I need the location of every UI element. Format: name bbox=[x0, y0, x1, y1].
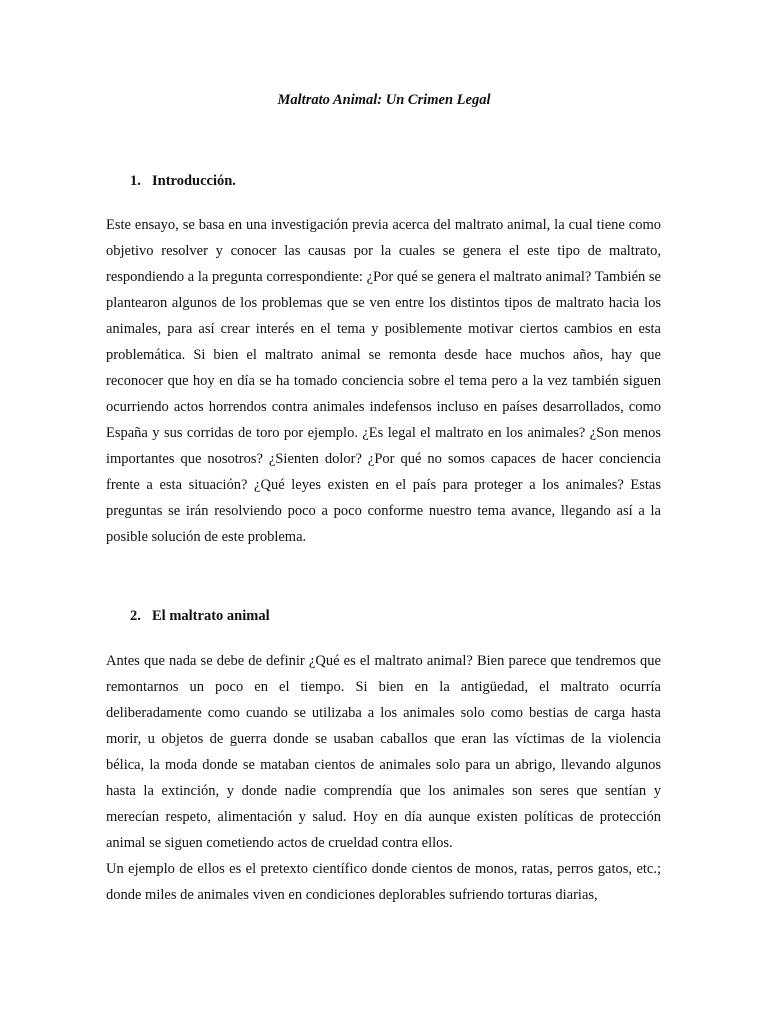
section-number: 1. bbox=[130, 173, 141, 189]
section-number: 2. bbox=[130, 608, 141, 624]
document-title: Maltrato Animal: Un Crimen Legal bbox=[277, 92, 491, 108]
paragraph-maltrato-ejemplo: Un ejemplo de ellos es el pretexto científico donde cientos de monos, ratas, perros gatos, etc.; donde miles de animales viven en condiciones deplorables sufriendo torturas diarias, bbox=[106, 861, 661, 903]
section-title: Introducción. bbox=[152, 173, 236, 189]
paragraph-maltrato-definicion: Antes que nada se debe de definir ¿Qué es el maltrato animal? Bien parece que tendremos que remontarnos un poco en el tiempo. Si bien en la antigüedad, el maltrato ocurría deliberadamente como cuando se utilizaba a los animales solo como bestias de carga hasta morir, u objetos de guerra donde se usaban caballos que eran las víctimas de la violencia bélica, la moda donde se mataban cientos de animales solo para un abrigo, llevando algunos hasta la extinción, y donde nadie comprendía que los animales son seres que sentían y merecían respeto, alimentación y salud. Hoy en día aunque existen políticas de protección animal se siguen cometiendo actos de crueldad contra ellos. bbox=[106, 653, 661, 851]
paragraph-introduccion: Este ensayo, se basa en una investigación previa acerca del maltrato animal, la cual tiene como objetivo resolver y conocer las causas por la cuales se genera el este tipo de maltrato, respondiendo a la pregunta correspondiente: ¿Por qué se genera el maltrato animal? También se plantearon algunos de los problemas que se ven entre los distintos tipos de maltrato hacia los animales, para así crear interés en el tema y posiblemente motivar ciertos cambios en esta problemática. Si bien el maltrato animal se remonta desde hace muchos años, hay que reconocer que hoy en día se ha tomado conciencia sobre el tema pero a la vez también siguen ocurriendo actos horrendos contra animales indefensos incluso en países desarrollados, como España y sus corridas de toro por ejemplo. ¿Es legal el maltrato en los animales? ¿Son menos importantes que nosotros? ¿Sienten dolor? ¿Por qué no somos capaces de hacer conciencia frente a esta situación? ¿Qué leyes existen en el país para proteger a los animales? Estas preguntas se irán resolviendo poco a poco conforme nuestro tema avance, llegando así a la posible solución de este problema. bbox=[106, 217, 661, 545]
section-title: El maltrato animal bbox=[152, 608, 270, 624]
section-heading-maltrato-animal bbox=[130, 606, 270, 626]
section-heading-introduccion bbox=[130, 171, 236, 191]
